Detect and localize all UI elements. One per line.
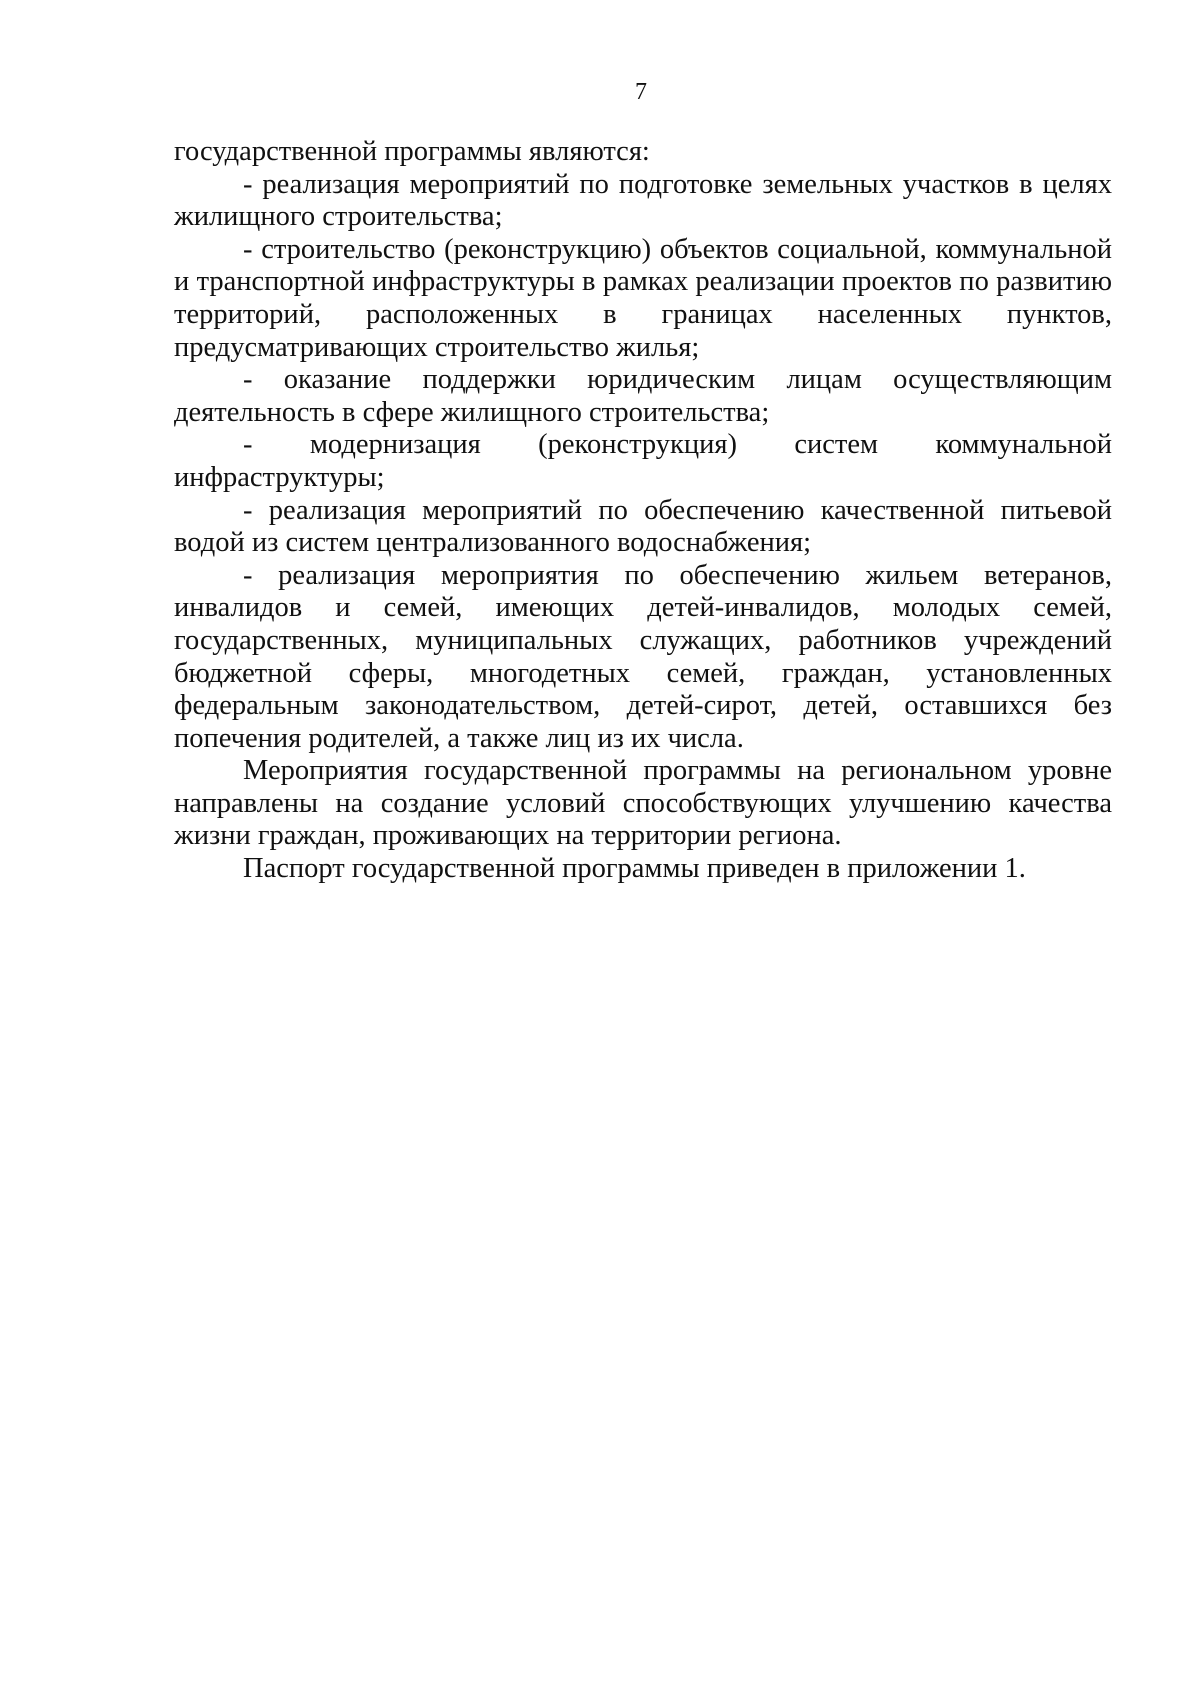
list-item-drinking-water: - реализация мероприятий по обеспечению качественной питьевой водой из систем централизованного водоснабжения;	[174, 494, 1112, 559]
paragraph-regional-measures: Мероприятия государственной программы на региональном уровне направлены на создание условий способствующих улучшению качества жизни граждан, проживающих на территории региона.	[174, 755, 1112, 852]
list-item-housing-provision: - реализация мероприятия по обеспечению жильем ветеранов, инвалидов и семей, имеющих детей-инвалидов, молодых семей, государственных, муниципальных служащих, работников учреждений бюджетной сферы, многодетных семей, граждан, установленных федеральным законодательством, детей-сирот, детей, оставшихся без попечения родителей, а также лиц из их числа.	[174, 559, 1112, 754]
intro-line: государственной программы являются:	[174, 136, 650, 167]
page-number: 7	[635, 79, 647, 105]
list-item-legal-entity-support: - оказание поддержки юридическим лицам осуществляющим деятельность в сфере жилищного строительства;	[174, 364, 1112, 428]
list-item-infrastructure-construction: - строительство (реконструкцию) объектов социальной, коммунальной и транспортной инфраструктуры в рамках реализации проектов по развитию территорий, расположенных в границах населенных пунктов, предусматривающих строительство жилья;	[174, 233, 1112, 363]
list-item-utility-modernization: - модернизация (реконструкция) систем коммунальной инфраструктуры;	[174, 429, 1112, 493]
body-text	[174, 136, 1112, 886]
paragraph-program-passport: Паспорт государственной программы приведен в приложении 1.	[243, 853, 1026, 885]
list-item-land-preparation: - реализация мероприятий по подготовке земельных участков в целях жилищного строительства;	[174, 168, 1112, 233]
